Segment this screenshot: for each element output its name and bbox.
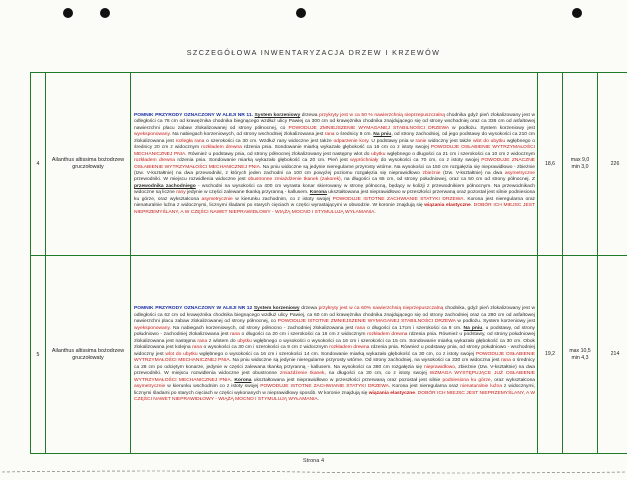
measurement-b: max 10,5 min 4,3 [563,256,598,454]
inventory-table [30,72,627,454]
description-segment: WZMAGA WYSTĘPUJĄCE JUŻ OSŁABIENIE WYTRZYMAŁOŚCI MECHANICZNEJ PNIA [134,371,536,383]
table-row [31,256,627,454]
description-segment: , od strony zachodniej, od jego podstawy do wysokości ca 210 cm zlokalizowana jest [134,132,535,144]
measurement-c: 226 [598,73,627,256]
description-segment: POWODUJE ISTOTNE ZACHWIANIE STATYKI DRZEWA [260,384,389,390]
description-segment: drzewa [299,306,319,312]
species-name: Ailanthus altissima bożodrzew gruczołowaty [46,73,131,256]
description-segment: w podłożu. System korzeniowy jest [455,319,536,325]
description-segment: wlot do ubytku [165,351,198,357]
page-number: Strona 4 [302,458,325,464]
measurement-b: max 9,0 min 3,0 [563,73,598,256]
description-segment: . DOBÓR ICH MIEJSC JEST NIEPRZEMYŚLANY, A W CZĘŚCI NAWET NIEPRAWIDŁOWY - WIĄŻĄ MOCNO I STYMULUJĄ WYŁAMANIA [134,390,535,403]
description-segment: rany [176,190,186,196]
punch-hole [296,8,306,18]
description-segment: , na długości ca 30 cm, co z istoty swojej [324,371,430,377]
description-segment: ranie [415,138,427,144]
description-segment: , zbieżnie (tzw. V-kształtnie) na dwa przewodniki. W miejscu rozwidlenia widoczne jest obustronne [134,364,535,377]
description-segment: o długości ca 17cm i szerokości ca 8 cm. [365,325,464,331]
description-segment: o długości ca 20 cm i szerokości ca 16 cm z widocznym [239,332,368,338]
description-segment: wlot do ubytku [472,138,506,144]
description-segment: rozkładem drewna [201,145,242,151]
description-segment: Na pniu [463,325,483,331]
description-segment: w kierunku zachodnim, co z istoty swojej [232,196,333,202]
description-segment: Na pniu [373,132,392,138]
description-segment: ubytku [237,338,252,344]
species-name: Ailanthus altissima bożodrzew gruczołowaty [46,256,131,454]
description-segment: rdzenia pnia. Również u podstawy, od strony południowej zlokalizowana jest następna [134,332,536,344]
description-segment: do wysokości ca 70 cm, co z istoty swojej [378,158,482,164]
measurement-a: 19,2 [538,256,563,454]
punch-hole [100,8,110,18]
measurement-c: 214 [598,256,627,454]
description-segment: w podłożu. System korzeniowy jest [448,125,535,131]
description-segment: wiązania elastyczne [424,203,471,209]
description-segment: . [230,377,235,383]
description-segment: wgłębnego o wysokości o wysokości ca 16 cm i szerokości ca 15 cm. Sondowanie miarką wykazało głębokość ca 30 cm. Obok zlokalizowana jest kolejna [134,338,535,351]
description-segment: WIĄŻĄ MOCNO I STYMULUJĄ WYŁAMANIA [274,209,375,215]
description-segment: wgłębnego o średnicy 20 cm z widocznym [134,138,535,151]
description-segment: wiązania elastyczne [368,390,415,396]
description-segment: podniesiona ku górze [442,377,491,383]
description-segment: . Na nabiegach korzeniowych, od strony północno - zachodniej zlokalizowana jest [169,325,356,331]
description-segment: przewodnika zachodniego [134,183,196,189]
description-segment: rana [355,325,366,331]
description-segment: rozkładem drewna [367,332,408,338]
table-row [31,73,627,256]
description-segment: ukształtowana jest nieprawidłowo w przeszłości przerwaną oraz pozostał jest silnie [251,377,443,383]
description-segment: wgłębnego o wysokości ca 16 cm i szerokości 14 cm. Sondowanie miarką wykazało głębokość ca 30 cm, co z istoty swojej [197,351,476,357]
description-segment: . Na nabiegach korzeniowych, od strony wschodniej zlokalizowana jest [169,132,325,138]
description-segment: nienaturalnie luźna [460,384,502,390]
description-segment: rana [501,358,511,364]
description-segment: . Na pniu widoczne są jedynie nieregularne przyrosty wtórne. Na wysokości ca 150 cm rozgałęzia się nieprawidłowo - zbieżnie (tzw. V-kształtnie) na dwa przewodniki, z których jeden zachodni ca 100 cm powyżej poziomu rozgałęzia się nieprawidłowo [134,164,535,176]
description-segment: w kierunku wschodnim co z istoty swojej [165,384,261,390]
description-segment: z widocznymi, licznymi śladami po starych cięciach w części wykonanych w nieprawidłowy sposób. W koronie znajdują się [134,384,535,396]
description-segment: . [374,209,376,215]
description-segment: POMNIK PRZYRODY OZNACZONY W ALEJI NR 11. [134,112,255,118]
description-segment: POWODUJE OSŁABIENIE WYTRZYMAŁOŚCI MECHANICZNEJ PNIA [134,351,536,364]
description-segment: rozkładem drewna [134,158,176,164]
description-segment: System korzeniowy [254,112,301,118]
description-segment: rana [230,332,240,338]
document-title: SZCZEGÓŁOWA INWENTARYZACJA DRZEW I KRZEWÓW [186,48,441,57]
description-segment: rozkładem drewna [329,345,370,351]
description-segment: rana [197,338,208,344]
description-segment: asymetrycznie [201,196,233,202]
description-segment: POWODUJE ISTOTNE ZACHWIANIE STATYKI DRZEWA [332,196,464,202]
description-segment: rdzenia pnia. Również u podstawy pnia, od strony południowo - wschodniej widoczny jest [134,345,535,357]
description-segment: zbieżnie [422,170,441,176]
measurement-a: 18,6 [538,73,563,256]
description-segment: POWODUJE ZNACZNE OSŁABIENIE WYTRZYMAŁOŚCI MECHANICZNEJ PNIA [134,158,535,170]
description-segment: . Również u podstawy pnia, od strony północnej zlokalizowany jest następny wlot do [185,151,372,157]
description-segment: (tzw. V-kształtnie) na dwa [440,170,505,176]
description-segment: . [317,397,320,403]
description-segment: zmiażdżenie tkanek [279,371,325,377]
description-segment: POWODUJE ZMNIEJSZENIE WYMAGANEJ STABILNOŚCI DRZEWA [288,125,449,131]
row-number: 5 [31,256,46,454]
description-segment: o średnicy ca 28 cm po odciętym konarze, jedynie w części zalewana tkanką przyranną - kallusem. Na wysokości ca 380 cm rozgałęzia się [134,358,536,370]
description-segment: Korona [234,377,252,383]
description-segment: Korona [309,190,327,196]
description-segment: , na długości ca 65 cm, od strony południowej, oraz ca 50 cm od strony północnej. Z [340,177,536,183]
description-segment: drzewa [300,112,320,118]
description-segment: POWODUJE ISTOTNE ZMNIEJSZENIE WYMAGANEJ STABILNOŚCI DRZEWA [277,319,456,325]
punch-holes [0,8,627,22]
description-segment: o średnicy 8 cm. [334,132,374,138]
description-segment: . DOBÓR ICH MIEJSC JEST NIEPRZEMYŚLANY, A W CZĘŚCI NAWET NIEPRAWIDŁOWY - [134,203,536,215]
description-segment: wyeksponowany [134,132,170,138]
description-segment: - wschodni na wysokości ca 400 cm wyrasta konar skierowany w stronę północną, będący w kolizji z przewodnikiem północnym. Na przewodnikach widoczne są liczne [134,183,535,196]
description-segment: . Korona jest nieregularna oraz [388,384,461,390]
description-segment: System korzeniowy [253,306,300,312]
tree-description [131,73,538,256]
description-segment: rdzenia pnia. Sondowanie miarką wykazało głębokość ca 20 cm. Pień jest [175,158,351,164]
description-segment: asymetrycznie [134,384,166,390]
description-segment: POMNIK PRZYRODY OZNACZONY W ALEJI NR 12 [134,306,254,312]
description-segment: wgłębnego o długości ca 21 cm i szerokości ca 10 cm z widocznym [385,151,535,157]
description-segment: wypróchniały [350,158,379,164]
description-segment: . U podstawy pnia w [368,138,416,144]
description-segment: z wlotem do [207,338,238,344]
description-segment: rana [192,345,202,351]
description-segment: przewodniki. W miejscu rozwidlenia widoczne jest [134,177,248,183]
description-segment: , u podstawy, od strony południowo - zachodniej zlokalizowana jest [134,325,536,338]
description-segment: o wysokości ca 30 cm i szerokości ca 9 cm z widocznym [201,345,330,351]
description-segment: jedynie w części zalewane tkanką przyranną - kallusem. [185,190,310,196]
description-segment: rana [324,132,335,138]
description-segment: , oraz wykształcona [490,377,536,383]
description-segment: widoczny jest także [426,138,473,144]
description-segment: ubytku [371,151,386,157]
description-segment: nieprawidłowo [423,364,455,370]
description-segment: przykryty jest w ca 50 % nawierzchnią nieprzepuszczalną [319,112,445,118]
description-segment: POWODUJE OSŁABIENIE WYTRZYMAŁOŚCI MECHANICZNEJ PNIA [134,145,535,157]
scan-artifact [2,470,625,474]
punch-hole [572,8,582,18]
description-segment: obustronne zmiażdżenie tkanek (zakorek) [247,177,341,183]
description-segment: asymetryczne [504,170,535,176]
description-segment: przykryty jest w ca 60% nawierzchnią nieprzepuszczalną [318,306,444,312]
punch-hole [63,8,73,18]
description-segment: . Korona jest nieregularna oraz nienaturalnie luźna z widocznymi, licznymi śladami po starych cięciach w części wyrastającymi w obwodzie. W koronie znajdują się [134,196,535,209]
description-segment: rozległa rana [175,138,205,144]
tree-description [131,256,538,454]
description-segment: . Na pniu widoczne są jedynie nieregularne przyrosty wtórne. Od strony zachodniej, na wysokości ca 330 cm widoczna jest [229,358,502,364]
row-number: 4 [31,73,46,256]
description-segment: chodnika, gdyż pień zlokalizowany jest w odległości ca 62 cm od krawężnika chodnika biegnącego wzdłuż ulicy Pawiej, ca 60 cm od krawężnika chodnika znajdującego się od strony zachodniej oraz ca 280 cm od asfaltowej nawierzchni placu zabaw zlokalizowanej od strony północnej, co [134,306,536,325]
description-segment: chodnika gdyż pień zlokalizowany jest w odległości ca 78 cm od krawężnika chodnika biegnącego wzdłuż ulicy Pawiej ca 300 cm od krawężnika chodnika znajdującego się od strony wschodniej oraz ca 336 cm od asfaltowej nawierzchni placu zabaw zlokalizowanej od strony północnej, co [134,112,535,131]
description-segment: odparzenie kory [333,138,369,144]
description-segment: rdzenia pnia. Sondowanie miarką wykazało głębokość ca 16 cm co z istoty swojej [241,145,431,151]
description-segment: wyeksponowany [134,325,170,331]
description-segment: o szerokości ca 30 cm. Wzdłuż rany widoczne jest także [204,138,334,144]
description-segment: ukształtowana jest nieprawidłowo w przeszłości przerwaną oraz pozostał jest silnie podniesiona ku górze, oraz wykształcona [134,190,536,202]
